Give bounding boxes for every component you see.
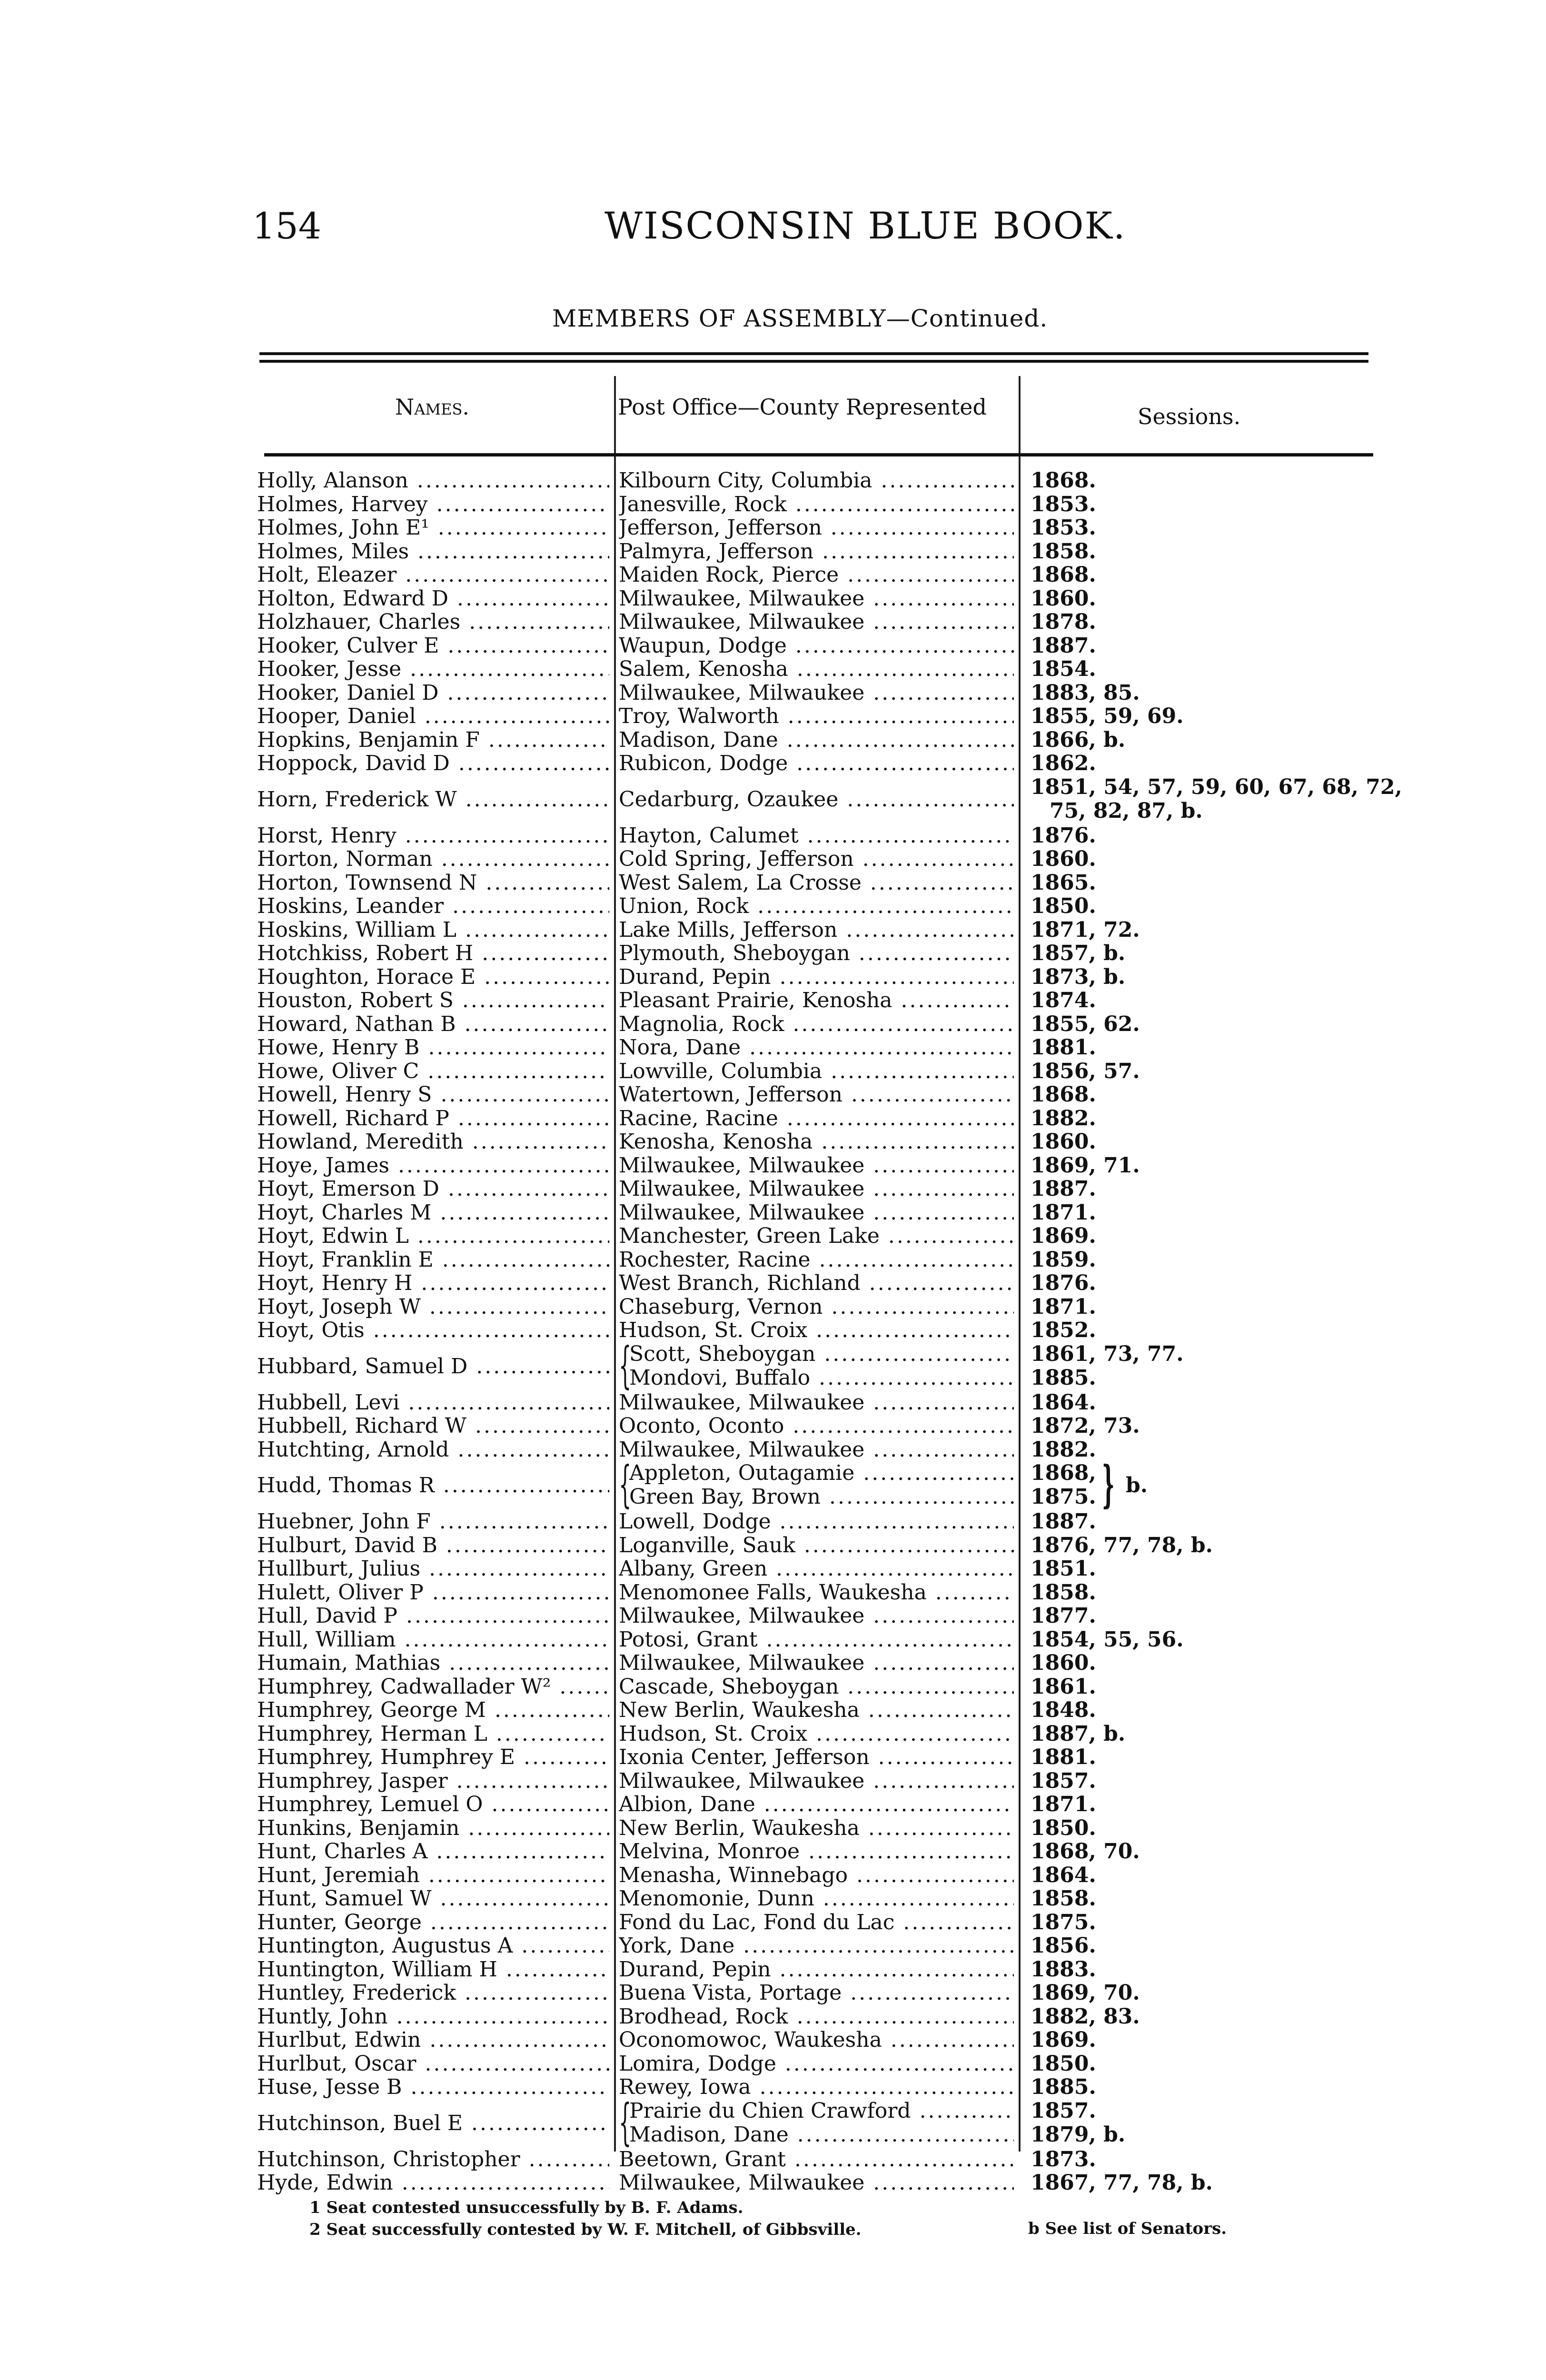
member-post-office: Menasha, Winnebago ..... — [619, 1864, 1014, 1887]
member-post-office: Jefferson, Jefferson ..... — [619, 516, 1014, 540]
table-row — [238, 2075, 1409, 2099]
member-sessions: 1848. — [1031, 1698, 1096, 1722]
member-post-office: Milwaukee, Milwaukee ..... — [619, 1391, 1014, 1415]
member-name: Howe, Oliver C ..... — [257, 1060, 609, 1083]
table-row — [238, 540, 1409, 564]
table-row — [238, 1651, 1409, 1675]
table-row — [238, 1864, 1409, 1887]
footnotes — [309, 2197, 862, 2241]
member-sessions: 1877. — [1031, 1604, 1096, 1628]
member-post-office: Kilbourn City, Columbia ..... — [619, 469, 1014, 493]
column-header-sessions: Sessions. — [1138, 404, 1241, 429]
member-post-office: Albany, Green ..... — [619, 1557, 1014, 1581]
table-row — [238, 657, 1409, 681]
table-row — [238, 1745, 1409, 1769]
member-post-office: Melvina, Monroe ..... — [619, 1840, 1014, 1864]
member-post-office: Rewey, Iowa ..... — [619, 2075, 1014, 2099]
member-sessions: 1887, b. — [1031, 1722, 1126, 1745]
member-name: Hunter, George ..... — [257, 1911, 609, 1934]
table-row — [238, 1534, 1409, 1557]
member-name: Hullburt, Julius ..... — [257, 1557, 609, 1581]
member-sessions: 1873, b. — [1031, 965, 1126, 989]
member-name: Huntley, Frederick ..... — [257, 1981, 609, 2005]
member-post-office: Milwaukee, Milwaukee ..... — [619, 2171, 1014, 2195]
header-rule — [264, 453, 1373, 456]
member-name: Hubbell, Levi ..... — [257, 1391, 609, 1415]
table-row — [238, 704, 1409, 728]
table-row — [238, 563, 1409, 587]
member-sessions: 1851, 54, 57, 59, 60, 67, 68, 72, 75, 82, 87, b. — [1031, 775, 1402, 823]
member-sessions: 1864. — [1031, 1390, 1096, 1414]
member-name: Hooker, Jesse ..... — [257, 657, 609, 681]
table-row — [238, 1201, 1409, 1225]
table-row — [238, 775, 1409, 824]
member-post-office: Ixonia Center, Jefferson ..... — [619, 1745, 1014, 1769]
member-sessions: 1860. — [1031, 1651, 1096, 1675]
member-name: Hutchinson, Christopher ..... — [257, 2148, 609, 2172]
table-row — [238, 1224, 1409, 1248]
member-sessions: 1866, b. — [1031, 728, 1126, 752]
member-sessions: 1878. — [1031, 610, 1096, 634]
member-post-office: Lake Mills, Jefferson ..... — [619, 918, 1014, 942]
member-post-office: Milwaukee, Milwaukee ..... — [619, 610, 1014, 634]
member-sessions: 1862. — [1031, 752, 1096, 775]
member-post-office: Durand, Pepin ..... — [619, 1958, 1014, 1982]
table-row — [238, 824, 1409, 848]
member-post-office: Milwaukee, Milwaukee ..... — [619, 681, 1014, 705]
member-sessions: 1873. — [1031, 2147, 1096, 2171]
member-sessions: 1859. — [1031, 1248, 1096, 1271]
member-name: Howe, Henry B ..... — [257, 1036, 609, 1060]
table-row — [238, 1036, 1409, 1060]
table-row — [238, 1628, 1409, 1652]
member-name: Houghton, Horace E ..... — [257, 965, 609, 989]
member-sessions: 1853. — [1031, 516, 1096, 540]
table-row — [238, 587, 1409, 611]
member-name: Hull, William ..... — [257, 1628, 609, 1652]
table-row — [238, 1675, 1409, 1699]
member-sessions: 1860. — [1031, 1130, 1096, 1154]
member-sessions: 1865. — [1031, 871, 1096, 894]
member-name: Holmes, Harvey ..... — [257, 493, 609, 516]
member-post-office: New Berlin, Waukesha ..... — [619, 1698, 1014, 1722]
brace-glyph: { — [619, 1461, 632, 1510]
member-sessions: 1857, b. — [1031, 942, 1126, 965]
table-row — [238, 1083, 1409, 1107]
member-sessions: 1887. — [1031, 1510, 1096, 1534]
member-post-office: Cold Spring, Jefferson ..... — [619, 847, 1014, 871]
member-post-office: West Branch, Richland ..... — [619, 1271, 1014, 1295]
table-row — [238, 1722, 1409, 1746]
table-row — [238, 2005, 1409, 2029]
member-name: Huntington, Augustus A ..... — [257, 1934, 609, 1958]
member-post-office: Milwaukee, Milwaukee ..... — [619, 1604, 1014, 1628]
member-name: Holly, Alanson ..... — [257, 469, 609, 493]
member-post-office: Troy, Walworth ..... — [619, 704, 1014, 728]
page-number: 154 — [252, 205, 322, 247]
table-row — [238, 1557, 1409, 1581]
member-sessions: 1861. — [1031, 1675, 1096, 1698]
member-post-office: Milwaukee, Milwaukee ..... — [619, 1177, 1014, 1201]
member-sessions: 1868. — [1031, 1083, 1096, 1107]
member-post-office: Palmyra, Jefferson ..... — [619, 540, 1014, 564]
table-row — [238, 634, 1409, 658]
member-sessions: 1850. — [1031, 2052, 1096, 2075]
member-post-office: Brodhead, Rock ..... — [619, 2005, 1014, 2029]
brace-glyph: { — [619, 1342, 632, 1391]
member-sessions: 1885. — [1031, 2075, 1096, 2099]
member-post-office: Union, Rock ..... — [619, 894, 1014, 918]
member-name: Holt, Eleazer ..... — [257, 563, 609, 587]
member-name: Hunt, Charles A ..... — [257, 1840, 609, 1864]
member-name: Hubbard, Samuel D ..... — [257, 1342, 609, 1391]
table-row — [238, 1391, 1409, 1415]
member-name: Howard, Nathan B ..... — [257, 1012, 609, 1036]
table-row — [238, 1604, 1409, 1628]
member-name: Hooper, Daniel ..... — [257, 704, 609, 728]
table-row — [238, 2099, 1409, 2148]
table-row — [238, 469, 1409, 493]
member-name: Hubbell, Richard W ..... — [257, 1414, 609, 1438]
member-name: Houston, Robert S ..... — [257, 989, 609, 1012]
member-name: Hulett, Oliver P ..... — [257, 1581, 609, 1605]
member-name: Horton, Townsend N ..... — [257, 871, 609, 895]
member-post-office: Milwaukee, Milwaukee ..... — [619, 1651, 1014, 1675]
member-post-office: Maiden Rock, Pierce ..... — [619, 563, 1014, 587]
member-post-office: Potosi, Grant ..... — [619, 1628, 1014, 1652]
member-sessions: 1876. — [1031, 823, 1096, 847]
member-sessions: 1887. — [1031, 634, 1096, 657]
member-name: Hutchinson, Buel E ..... — [257, 2099, 609, 2148]
member-sessions: 1856. — [1031, 1934, 1096, 1958]
table-row — [238, 2171, 1409, 2195]
member-sessions: 1871. — [1031, 1793, 1096, 1816]
member-name: Huebner, John F ..... — [257, 1510, 609, 1534]
member-name: Horst, Henry ..... — [257, 824, 609, 848]
top-rule — [259, 352, 1368, 355]
table-row — [238, 847, 1409, 871]
table-row — [238, 1438, 1409, 1462]
member-post-office: Madison, Dane ..... — [619, 728, 1014, 752]
member-post-office: Hudson, St. Croix ..... — [619, 1722, 1014, 1746]
member-name: Holmes, Miles ..... — [257, 540, 609, 564]
member-sessions: 1882, 83. — [1031, 2004, 1140, 2028]
member-name: Hotchkiss, Robert H ..... — [257, 942, 609, 965]
member-name: Hoyt, Otis ..... — [257, 1319, 609, 1342]
table-row — [238, 965, 1409, 989]
member-sessions: 1868. — [1031, 469, 1096, 493]
member-post-office: Milwaukee, Milwaukee ..... — [619, 1438, 1014, 1462]
member-post-office: Loganville, Sauk ..... — [619, 1534, 1014, 1557]
member-name: Humphrey, Cadwallader W² ..... — [257, 1675, 609, 1699]
table-row — [238, 1177, 1409, 1201]
member-sessions: 1869. — [1031, 2028, 1096, 2052]
member-post-office: Cascade, Sheboygan ..... — [619, 1675, 1014, 1699]
member-sessions: 1869, 70. — [1031, 1981, 1140, 2005]
member-name: Hopkins, Benjamin F ..... — [257, 728, 609, 752]
table-row — [238, 493, 1409, 516]
member-name: Humphrey, George M ..... — [257, 1698, 609, 1722]
member-name: Huntington, William H ..... — [257, 1958, 609, 1982]
section-subtitle: MEMBERS OF ASSEMBLY—Continued. — [552, 305, 1048, 332]
member-name: Hunt, Jeremiah ..... — [257, 1864, 609, 1887]
page-header — [252, 205, 1299, 257]
table-row — [238, 989, 1409, 1012]
table-row — [238, 1958, 1409, 1982]
member-post-office: New Berlin, Waukesha ..... — [619, 1816, 1014, 1840]
member-name: Hoyt, Edwin L ..... — [257, 1224, 609, 1248]
member-sessions: 1861, 73, 77. 1885. — [1031, 1342, 1184, 1390]
member-name: Hull, David P ..... — [257, 1604, 609, 1628]
member-post-office: Waupun, Dodge ..... — [619, 634, 1014, 658]
member-post-office: Cedarburg, Ozaukee ..... — [619, 775, 1014, 824]
member-name: Hoye, James ..... — [257, 1154, 609, 1178]
member-name: Humphrey, Jasper ..... — [257, 1769, 609, 1793]
member-sessions: 1855, 62. — [1031, 1012, 1140, 1036]
member-post-office: { Appleton, Outagamie ..... Green Bay, Brown ..... — [619, 1461, 1014, 1510]
table-row — [238, 2052, 1409, 2076]
member-name: Humphrey, Humphrey E ..... — [257, 1745, 609, 1769]
member-sessions: 1871. — [1031, 1200, 1096, 1224]
table-row — [238, 1698, 1409, 1722]
member-name: Holton, Edward D ..... — [257, 587, 609, 611]
member-sessions: 1867, 77, 78, b. — [1031, 2171, 1213, 2195]
member-sessions: 1856, 57. — [1031, 1059, 1140, 1083]
member-name: Hoyt, Franklin E ..... — [257, 1248, 609, 1272]
member-post-office: Nora, Dane ..... — [619, 1036, 1014, 1060]
member-sessions: 1853. — [1031, 492, 1096, 516]
column-header-post-office: Post Office—County Represented — [618, 394, 987, 420]
member-post-office: Janesville, Rock ..... — [619, 493, 1014, 516]
table-row — [238, 1295, 1409, 1319]
member-post-office: Kenosha, Kenosha ..... — [619, 1130, 1014, 1154]
member-post-office: Rochester, Racine ..... — [619, 1248, 1014, 1272]
table-row — [238, 1769, 1409, 1793]
member-sessions: 1851. — [1031, 1557, 1096, 1581]
table-row — [238, 1510, 1409, 1534]
member-name: Hurlbut, Oscar ..... — [257, 2052, 609, 2076]
member-sessions: 1872, 73. — [1031, 1414, 1140, 1438]
member-post-office: Salem, Kenosha ..... — [619, 657, 1014, 681]
member-post-office: Milwaukee, Milwaukee ..... — [619, 1154, 1014, 1178]
member-name: Humain, Mathias ..... — [257, 1651, 609, 1675]
member-post-office: West Salem, La Crosse ..... — [619, 871, 1014, 895]
member-sessions: 1883. — [1031, 1957, 1096, 1981]
member-post-office: Chaseburg, Vernon ..... — [619, 1295, 1014, 1319]
brace-glyph: { — [619, 2099, 632, 2148]
table-row — [238, 1414, 1409, 1438]
member-name: Hutchting, Arnold ..... — [257, 1438, 609, 1462]
table-row — [238, 1981, 1409, 2005]
member-post-office: Milwaukee, Milwaukee ..... — [619, 587, 1014, 611]
member-sessions: 1887. — [1031, 1177, 1096, 1201]
member-name: Hoyt, Emerson D ..... — [257, 1177, 609, 1201]
member-post-office: Racine, Racine ..... — [619, 1107, 1014, 1130]
member-sessions: 1868, 70. — [1031, 1840, 1140, 1864]
table-row — [238, 1107, 1409, 1130]
member-sessions: 1854, 55, 56. — [1031, 1627, 1184, 1651]
member-sessions: 1857. — [1031, 1769, 1096, 1793]
member-name: Howland, Meredith ..... — [257, 1130, 609, 1154]
footnote-2: 2 Seat successfully contested by W. F. Mitchell, of Gibbsville. — [309, 2220, 862, 2239]
member-post-office: Beetown, Grant ..... — [619, 2148, 1014, 2172]
member-sessions: 1868. — [1031, 563, 1096, 587]
member-sessions: 1881. — [1031, 1745, 1096, 1769]
member-name: Horton, Norman ..... — [257, 847, 609, 871]
member-sessions: 1869. — [1031, 1224, 1096, 1248]
table-row — [238, 1248, 1409, 1272]
member-sessions: 1858. — [1031, 539, 1096, 563]
member-name: Hulburt, David B ..... — [257, 1534, 609, 1557]
table-row — [238, 1840, 1409, 1864]
member-name: Howell, Richard P ..... — [257, 1107, 609, 1130]
member-post-office: Watertown, Jefferson ..... — [619, 1083, 1014, 1107]
member-name: Hudd, Thomas R ..... — [257, 1461, 609, 1510]
member-post-office: Hudson, St. Croix ..... — [619, 1319, 1014, 1342]
table-row — [238, 1581, 1409, 1605]
member-sessions: 1850. — [1031, 1816, 1096, 1840]
member-sessions: 1871. — [1031, 1295, 1096, 1319]
member-post-office: Menomonie, Dunn ..... — [619, 1887, 1014, 1911]
member-sessions: 1882. — [1031, 1106, 1096, 1130]
table-row — [238, 1154, 1409, 1178]
member-post-office: Manchester, Green Lake ..... — [619, 1224, 1014, 1248]
table-row — [238, 1319, 1409, 1342]
member-name: Hoppock, David D ..... — [257, 752, 609, 775]
member-name: Hunt, Samuel W ..... — [257, 1887, 609, 1911]
table-row — [238, 1012, 1409, 1036]
member-post-office: Lowville, Columbia ..... — [619, 1060, 1014, 1083]
member-name: Hoyt, Charles M ..... — [257, 1201, 609, 1225]
table-row — [238, 1793, 1409, 1816]
member-sessions: 1857. 1879, b. — [1031, 2099, 1126, 2147]
table-row — [238, 728, 1409, 752]
table-row — [238, 681, 1409, 705]
table-row — [238, 516, 1409, 540]
table-row — [238, 1887, 1409, 1911]
member-sessions: 1860. — [1031, 586, 1096, 610]
member-name: Holzhauer, Charles ..... — [257, 610, 609, 634]
table-row — [238, 918, 1409, 942]
footnote-1: 1 Seat contested unsuccessfully by B. F. Adams. — [309, 2198, 743, 2217]
table-row — [238, 1816, 1409, 1840]
top-rule-double — [259, 360, 1368, 363]
member-sessions: 1860. — [1031, 847, 1096, 871]
member-sessions: 1876, 77, 78, b. — [1031, 1533, 1213, 1557]
member-sessions: 1874. — [1031, 989, 1096, 1012]
member-name: Holmes, John E¹ ..... — [257, 516, 609, 540]
member-name: Hoskins, Leander ..... — [257, 894, 609, 918]
member-sessions: 1881. — [1031, 1036, 1096, 1060]
members-table — [238, 469, 1409, 2195]
member-post-office: Pleasant Prairie, Kenosha ..... — [619, 989, 1014, 1012]
member-sessions: 1883, 85. — [1031, 681, 1140, 704]
book-title: WISCONSIN BLUE BOOK. — [605, 205, 1126, 248]
member-post-office: Durand, Pepin ..... — [619, 965, 1014, 989]
member-post-office: Lowell, Dodge ..... — [619, 1510, 1014, 1534]
member-sessions: 1882. — [1031, 1438, 1096, 1461]
table-row — [238, 1461, 1409, 1510]
member-name: Hooker, Culver E ..... — [257, 634, 609, 658]
member-post-office: Oconomowoc, Waukesha ..... — [619, 2028, 1014, 2052]
member-sessions: 1871, 72. — [1031, 918, 1140, 942]
member-post-office: York, Dane ..... — [619, 1934, 1014, 1958]
member-name: Hurlbut, Edwin ..... — [257, 2028, 609, 2052]
table-row — [238, 894, 1409, 918]
member-post-office: Plymouth, Sheboygan ..... — [619, 942, 1014, 965]
member-name: Hunkins, Benjamin ..... — [257, 1816, 609, 1840]
member-sessions: 1864. — [1031, 1863, 1096, 1887]
member-name: Huntly, John ..... — [257, 2005, 609, 2029]
table-row — [238, 2028, 1409, 2052]
column-header-names: Names. — [395, 394, 470, 420]
member-name: Howell, Henry S ..... — [257, 1083, 609, 1107]
member-sessions: 1868, 1875. } b. — [1031, 1461, 1148, 1510]
table-row — [238, 1271, 1409, 1295]
table-row — [238, 871, 1409, 895]
table-row — [238, 942, 1409, 965]
member-name: Humphrey, Herman L ..... — [257, 1722, 609, 1746]
member-post-office: Buena Vista, Portage ..... — [619, 1981, 1014, 2005]
member-name: Hooker, Daniel D ..... — [257, 681, 609, 705]
member-sessions: 1855, 59, 69. — [1031, 704, 1184, 728]
member-name: Hoyt, Henry H ..... — [257, 1271, 609, 1295]
member-post-office: Lomira, Dodge ..... — [619, 2052, 1014, 2076]
member-post-office: Albion, Dane ..... — [619, 1793, 1014, 1816]
member-name: Hyde, Edwin ..... — [257, 2171, 609, 2195]
member-sessions: 1858. — [1031, 1580, 1096, 1604]
member-post-office: Milwaukee, Milwaukee ..... — [619, 1769, 1014, 1793]
member-name: Hoskins, William L ..... — [257, 918, 609, 942]
table-row — [238, 1130, 1409, 1154]
table-row — [238, 1342, 1409, 1391]
member-name: Horn, Frederick W ..... — [257, 775, 609, 824]
table-row — [238, 610, 1409, 634]
member-post-office: Fond du Lac, Fond du Lac ..... — [619, 1911, 1014, 1934]
brace-glyph: } — [1102, 1461, 1115, 1510]
member-sessions: 1858. — [1031, 1887, 1096, 1911]
member-sessions: 1852. — [1031, 1319, 1096, 1342]
member-post-office: Rubicon, Dodge ..... — [619, 752, 1014, 775]
table-row — [238, 1911, 1409, 1934]
table-row — [238, 2148, 1409, 2172]
member-sessions: 1869, 71. — [1031, 1153, 1140, 1177]
member-post-office: Menomonee Falls, Waukesha ..... — [619, 1581, 1014, 1605]
member-name: Humphrey, Lemuel O ..... — [257, 1793, 609, 1816]
footnote-b: b See list of Senators. — [1028, 2219, 1227, 2238]
member-sessions: 1875. — [1031, 1910, 1096, 1934]
table-row — [238, 1934, 1409, 1958]
member-name: Huse, Jesse B ..... — [257, 2075, 609, 2099]
member-post-office: Oconto, Oconto ..... — [619, 1414, 1014, 1438]
member-post-office: Hayton, Calumet ..... — [619, 824, 1014, 848]
member-post-office: Milwaukee, Milwaukee ..... — [619, 1201, 1014, 1225]
member-post-office: { Scott, Sheboygan ..... Mondovi, Buffalo ..... — [619, 1342, 1014, 1391]
member-sessions: 1850. — [1031, 894, 1096, 918]
member-sessions: 1854. — [1031, 657, 1096, 681]
table-row — [238, 752, 1409, 775]
member-post-office: Magnolia, Rock ..... — [619, 1012, 1014, 1036]
member-post-office: { Prairie du Chien Crawford ..... Madison, Dane ..... — [619, 2099, 1014, 2148]
member-sessions: 1876. — [1031, 1271, 1096, 1295]
member-name: Hoyt, Joseph W ..... — [257, 1295, 609, 1319]
table-row — [238, 1060, 1409, 1083]
